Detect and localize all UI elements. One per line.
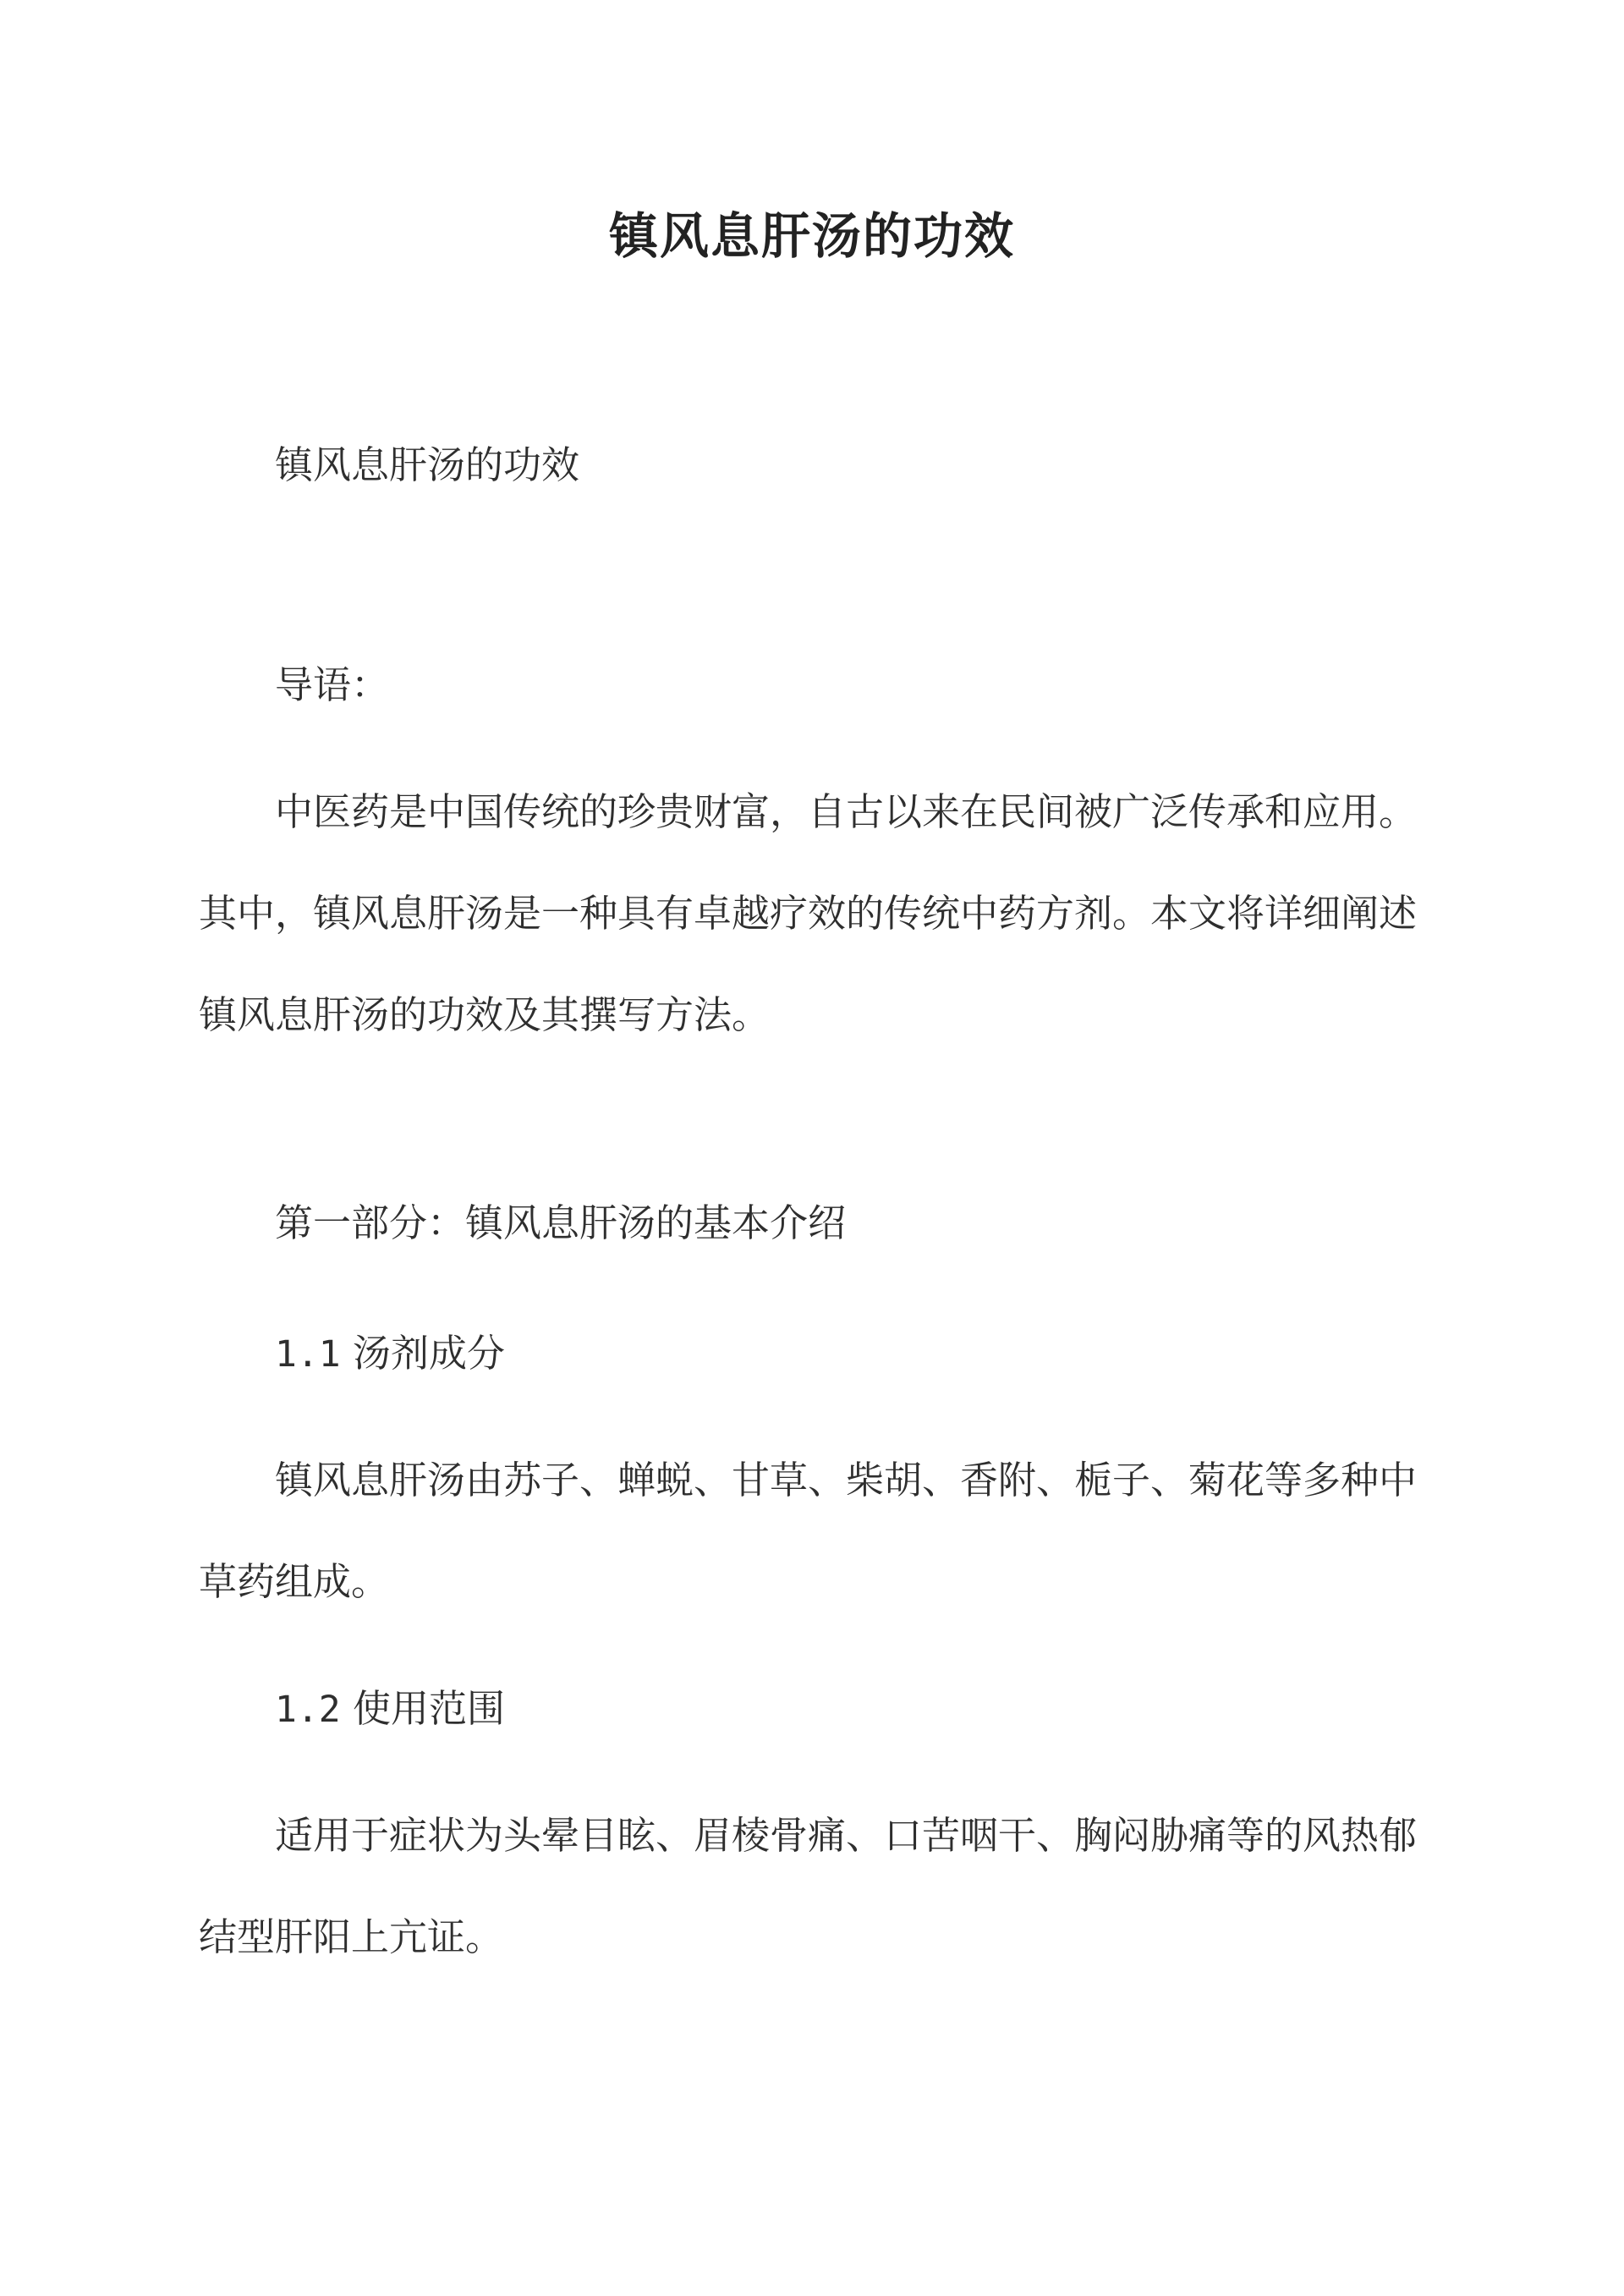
document-subtitle: 镇风息肝汤的功效 <box>275 442 580 487</box>
section-1-1-heading <box>199 1303 1425 1405</box>
section-1-1-number: 1.1 <box>275 1333 341 1376</box>
document-title: 镇风息肝汤的功效 <box>608 207 1015 265</box>
section-1-1-title: 汤剂成分 <box>352 1331 505 1376</box>
section-1-2-heading <box>199 1658 1425 1760</box>
intro-paragraph: 中医药是中国传统的珍贵财富，自古以来在民间被广泛传承和应用。其中，镇风息肝汤是一种具有卓越疗效的传统中药方剂。本文将详细阐述镇风息肝汤的功效及其撰写方法。 <box>199 789 1418 1037</box>
part1-heading: 第一部分：镇风息肝汤的基本介绍 <box>275 1200 847 1245</box>
section-1-2-title: 使用范围 <box>352 1686 505 1731</box>
intro-label: 导语： <box>275 662 390 707</box>
section-1-2-number: 1.2 <box>275 1689 341 1731</box>
section-1-2-paragraph: 适用于症状为头晕目眩、眉棱骨痛、口苦咽干、胸闷胁痛等的风热郁结型肝阳上亢证。 <box>199 1813 1418 1959</box>
section-1-1-paragraph: 镇风息肝汤由苏子、蝉蜕、甘草、柴胡、香附、栀子、菊花等多种中草药组成。 <box>199 1458 1418 1604</box>
